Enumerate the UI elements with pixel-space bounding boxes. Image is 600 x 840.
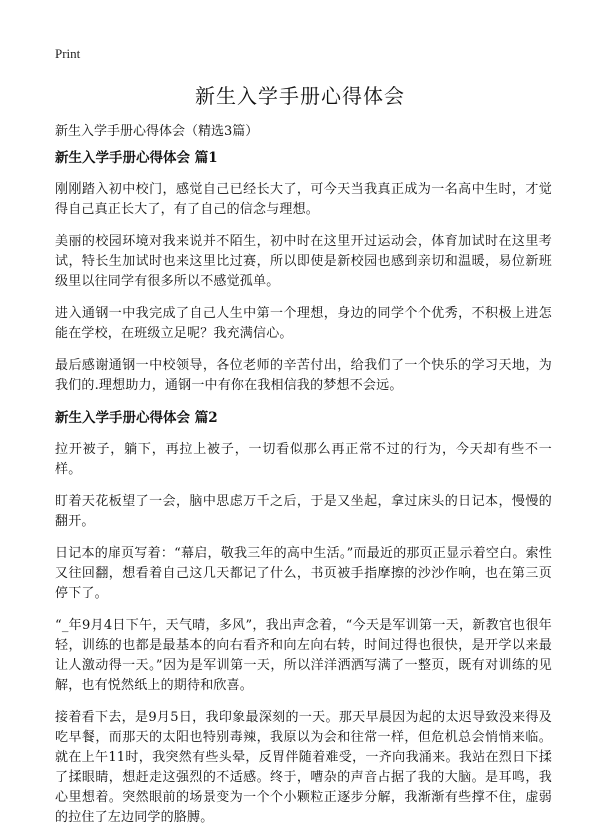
paragraph: 盯着天花板望了一会，脑中思虑万千之后，于是又坐起，拿过床头的日记本，慢慢的翻开。 <box>55 494 552 529</box>
paragraph: 日记本的扉页写着：“幕启，敬我三年的高中生活。”而最近的那页正显示着空白。索性又往回翻，想看着自己这几天都记了什么，书页被手指摩擦的沙沙作响，也在第三页停下了。 <box>55 546 552 601</box>
paragraph: “_年9月4日下午，天气晴，多风”，我出声念着，“今天是军训第一天，新教官也很年轻，训练的也都是最基本的向右看齐和向左向右转，时间过得也很快，是开学以来最让人激动得一天。”因为是军训第一天，所以洋洋洒洒写满了一整页，既有对训练的见解，也有悦然纸上的期待和欣喜。 <box>55 618 552 693</box>
section-heading-2: 新生入学手册心得体会 篇2 <box>55 410 218 426</box>
paragraph: 接着看下去，是9月5日，我印象最深刻的一天。那天早晨因为起的太迟导致没来得及吃早餐，而那天的太阳也特别毒辣，我原以为会和往常一样，但危机总会悄悄来临。就在上午11时，我突然有些头晕，反胃伴随着难受，一齐向我涌来。我站在烈日下揉了揉眼睛，想赶走这强烈的不适感。终于，嘈杂的声音占据了我的大脑。是耳鸣，我心里想着。突然眼前的场景变为一个个小颗粒正逐步分解，我渐渐有些撑不住，虚弱的拉住了左边同学的胳膊。 <box>55 710 552 825</box>
document-subtitle: 新生入学手册心得体会（精选3篇） <box>55 124 259 139</box>
print-label: Print <box>55 46 81 61</box>
paragraph: 刚刚踏入初中校门，感觉自己已经长大了，可今天当我真正成为一名高中生时，才觉得自己真正长大了，有了自己的信念与理想。 <box>55 182 552 217</box>
section-heading-1: 新生入学手册心得体会 篇1 <box>55 150 218 166</box>
paragraph: 最后感谢通钢一中校领导，各位老师的辛苦付出，给我们了一个快乐的学习天地，为我们的.理想助力，通钢一中有你在我相信我的梦想不会远。 <box>55 358 552 393</box>
document-title: 新生入学手册心得体会 <box>195 84 405 108</box>
paragraph: 拉开被子，躺下，再拉上被子，一切看似那么再正常不过的行为，今天却有些不一样。 <box>55 442 552 477</box>
paragraph: 进入通钢一中我完成了自己人生中第一个理想，身边的同学个个优秀，不积极上进怎能在学校，在班级立足呢？我充满信心。 <box>55 306 552 341</box>
paragraph: 美丽的校园环境对我来说并不陌生，初中时在这里开过运动会，体育加试时在这里考试，特长生加试时也来这里比过赛，所以即使是新校园也感到亲切和温暖，易位新班级里以往同学有很多所以不感觉孤单。 <box>55 234 552 289</box>
document-content <box>55 148 552 840</box>
